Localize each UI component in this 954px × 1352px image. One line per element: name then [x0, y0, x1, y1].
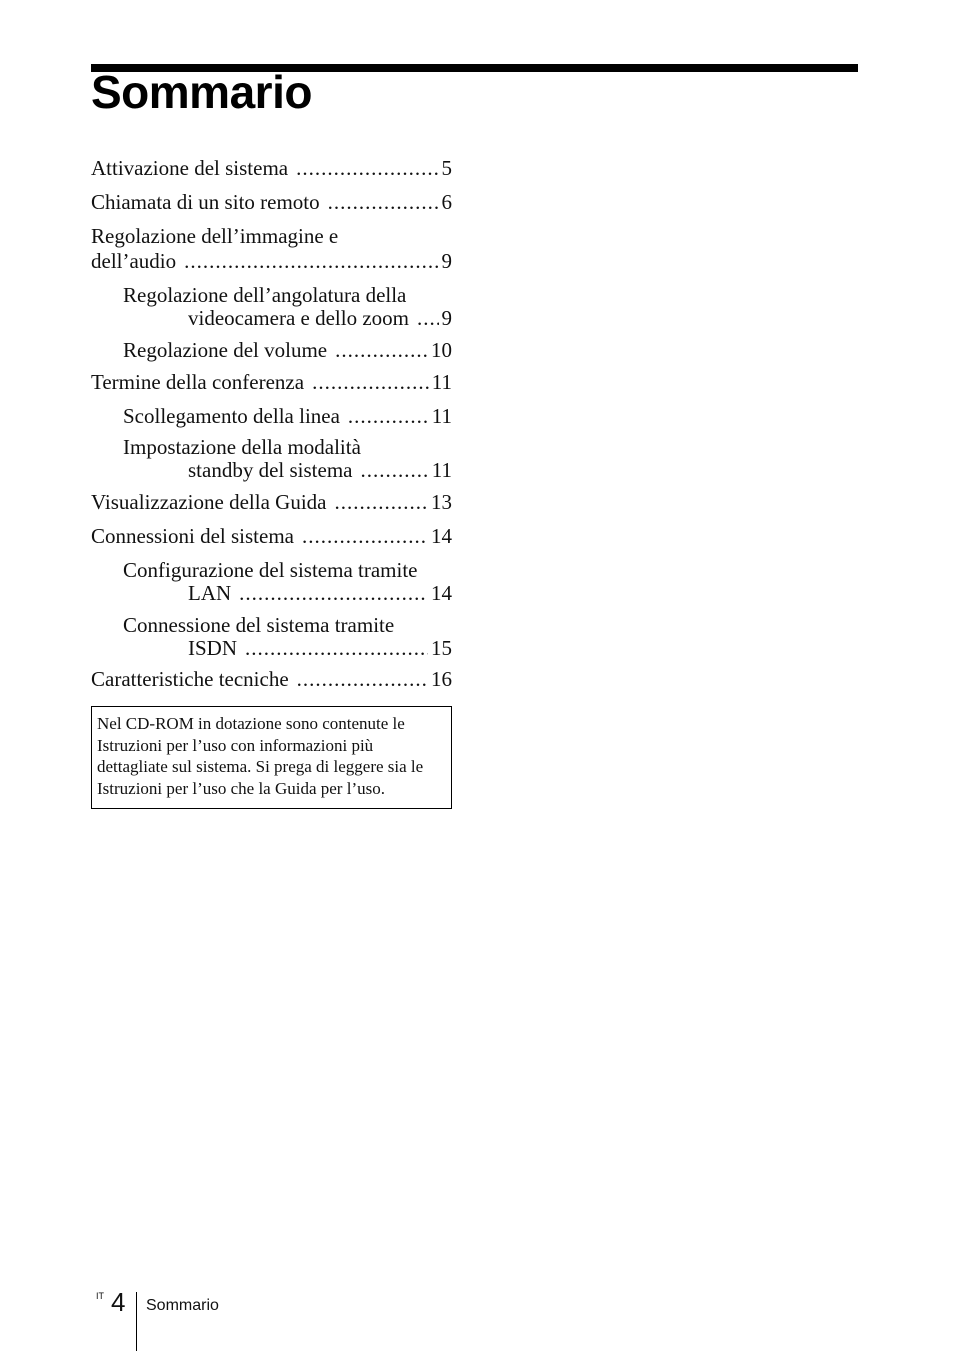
toc-page-number: 5	[441, 156, 452, 180]
toc-page-number: 16	[431, 667, 452, 691]
toc-entry-title: Regolazione dell’immagine e	[91, 224, 339, 248]
toc-entry-title: Visualizzazione della Guida	[91, 490, 327, 514]
toc-entry-title-cont: standby del sistema	[188, 458, 353, 482]
toc-entry[interactable]	[91, 156, 452, 180]
toc-entry-title: Connessioni del sistema	[91, 524, 294, 548]
toc-entry-title: Termine della conferenza	[91, 370, 305, 394]
toc-page-number: 9	[441, 306, 452, 330]
toc-entry-title-cont: dell’audio	[91, 249, 177, 273]
footer-section-title: Sommario	[146, 1297, 219, 1314]
toc-page-number: 13	[431, 490, 452, 514]
toc-page-number: 6	[441, 190, 452, 214]
toc-subentry[interactable]	[123, 283, 452, 330]
toc-entry[interactable]	[91, 490, 452, 514]
toc-entry[interactable]	[91, 190, 452, 214]
toc-page-number: 11	[431, 458, 452, 482]
toc-subentry[interactable]	[123, 558, 452, 605]
toc-page-number: 15	[431, 636, 452, 660]
leader-dots	[312, 370, 429, 394]
leader-dots	[334, 490, 428, 514]
leader-dots	[239, 581, 428, 605]
footer-page-number: 4	[111, 1287, 126, 1317]
toc-entry-title-cont: LAN	[188, 581, 232, 605]
toc-entry[interactable]	[91, 370, 452, 394]
leader-dots	[245, 636, 428, 660]
toc-page-number: 11	[431, 370, 452, 394]
toc-subentry[interactable]	[123, 435, 452, 482]
toc-entry-title: Chiamata di un sito remoto	[91, 190, 320, 214]
toc-entry-title: Caratteristiche tecniche	[91, 667, 289, 691]
toc-page-number: 14	[431, 524, 452, 548]
toc-subentry[interactable]	[123, 404, 452, 428]
toc-entry-title: Scollegamento della linea	[123, 404, 340, 428]
toc-entry[interactable]	[91, 224, 452, 273]
toc-entry[interactable]	[91, 524, 452, 548]
leader-dots	[417, 306, 439, 330]
footer-divider	[136, 1292, 137, 1351]
toc-entry-title: Configurazione del sistema tramite	[123, 558, 418, 582]
toc-entry-title-cont: videocamera e dello zoom	[188, 306, 409, 330]
leader-dots	[335, 338, 428, 362]
page-title: Sommario	[91, 66, 312, 118]
toc-page-number: 10	[431, 338, 452, 362]
leader-dots	[328, 190, 439, 214]
footer-language-code: IT	[96, 1291, 104, 1301]
leader-dots	[296, 156, 438, 180]
toc-page-number: 11	[431, 404, 452, 428]
toc-entry-title: Attivazione del sistema	[91, 156, 289, 180]
leader-dots	[302, 524, 428, 548]
toc-page-number: 9	[441, 249, 452, 273]
toc-entry-title: Regolazione del volume	[123, 338, 328, 362]
toc-entry-title: Regolazione dell’angolatura della	[123, 283, 407, 307]
toc-entry-title: Connessione del sistema tramite	[123, 613, 395, 637]
toc-subentry[interactable]	[123, 338, 452, 362]
toc-entry[interactable]	[91, 667, 452, 691]
toc-page-number: 14	[431, 581, 452, 605]
leader-dots	[348, 404, 429, 428]
leader-dots	[184, 249, 438, 273]
leader-dots	[297, 667, 428, 691]
note-box: Nel CD-ROM in dotazione sono contenute le Istruzioni per l’uso con informazioni più dettagliate sul sistema. Si prega di leggere sia le Istruzioni per l’uso che la Guida per l’uso.	[91, 706, 452, 809]
toc-entry-title: Impostazione della modalità	[123, 435, 361, 459]
toc-subentry[interactable]	[123, 613, 452, 660]
toc-entry-title-cont: ISDN	[188, 636, 238, 660]
leader-dots	[360, 458, 428, 482]
